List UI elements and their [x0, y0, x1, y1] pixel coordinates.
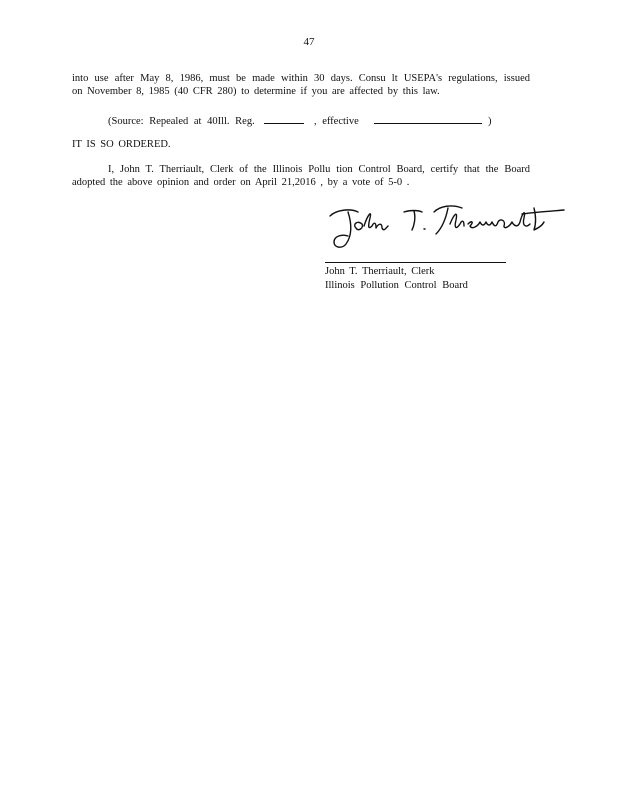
certification-line: adopted the above opinion and order on April 21,2016 , by a vote of 5-0 . — [72, 177, 410, 188]
paragraph-line: into use after May 8, 1986, must be made within 30 days. Consu lt USEPA's regulations, issued — [72, 73, 530, 84]
source-suffix: ) — [488, 116, 492, 127]
order-statement: IT IS SO ORDERED. — [72, 139, 171, 150]
paragraph-line: on November 8, 1985 (40 CFR 280) to determine if you are affected by this law. — [72, 86, 440, 97]
handwritten-signature — [322, 196, 568, 256]
signatory-organization: Illinois Pollution Control Board — [325, 280, 468, 291]
certification-paragraph — [72, 163, 530, 189]
source-middle: , effective — [313, 116, 359, 127]
source-prefix: (Source: Repealed at 40Ill. Reg. — [108, 116, 255, 127]
certification-line — [72, 163, 530, 176]
body-paragraph — [72, 72, 530, 98]
signature-line — [325, 262, 506, 263]
effective-blank — [374, 113, 482, 124]
signatory-name: John T. Therriault, Clerk — [325, 266, 435, 277]
source-note — [108, 113, 492, 128]
page-number: 47 — [303, 36, 315, 48]
certification-line-text: I, John T. Therriault, Clerk of the Illinois Pollu tion Control Board, certify that the Board — [108, 164, 530, 175]
register-blank — [264, 113, 304, 124]
